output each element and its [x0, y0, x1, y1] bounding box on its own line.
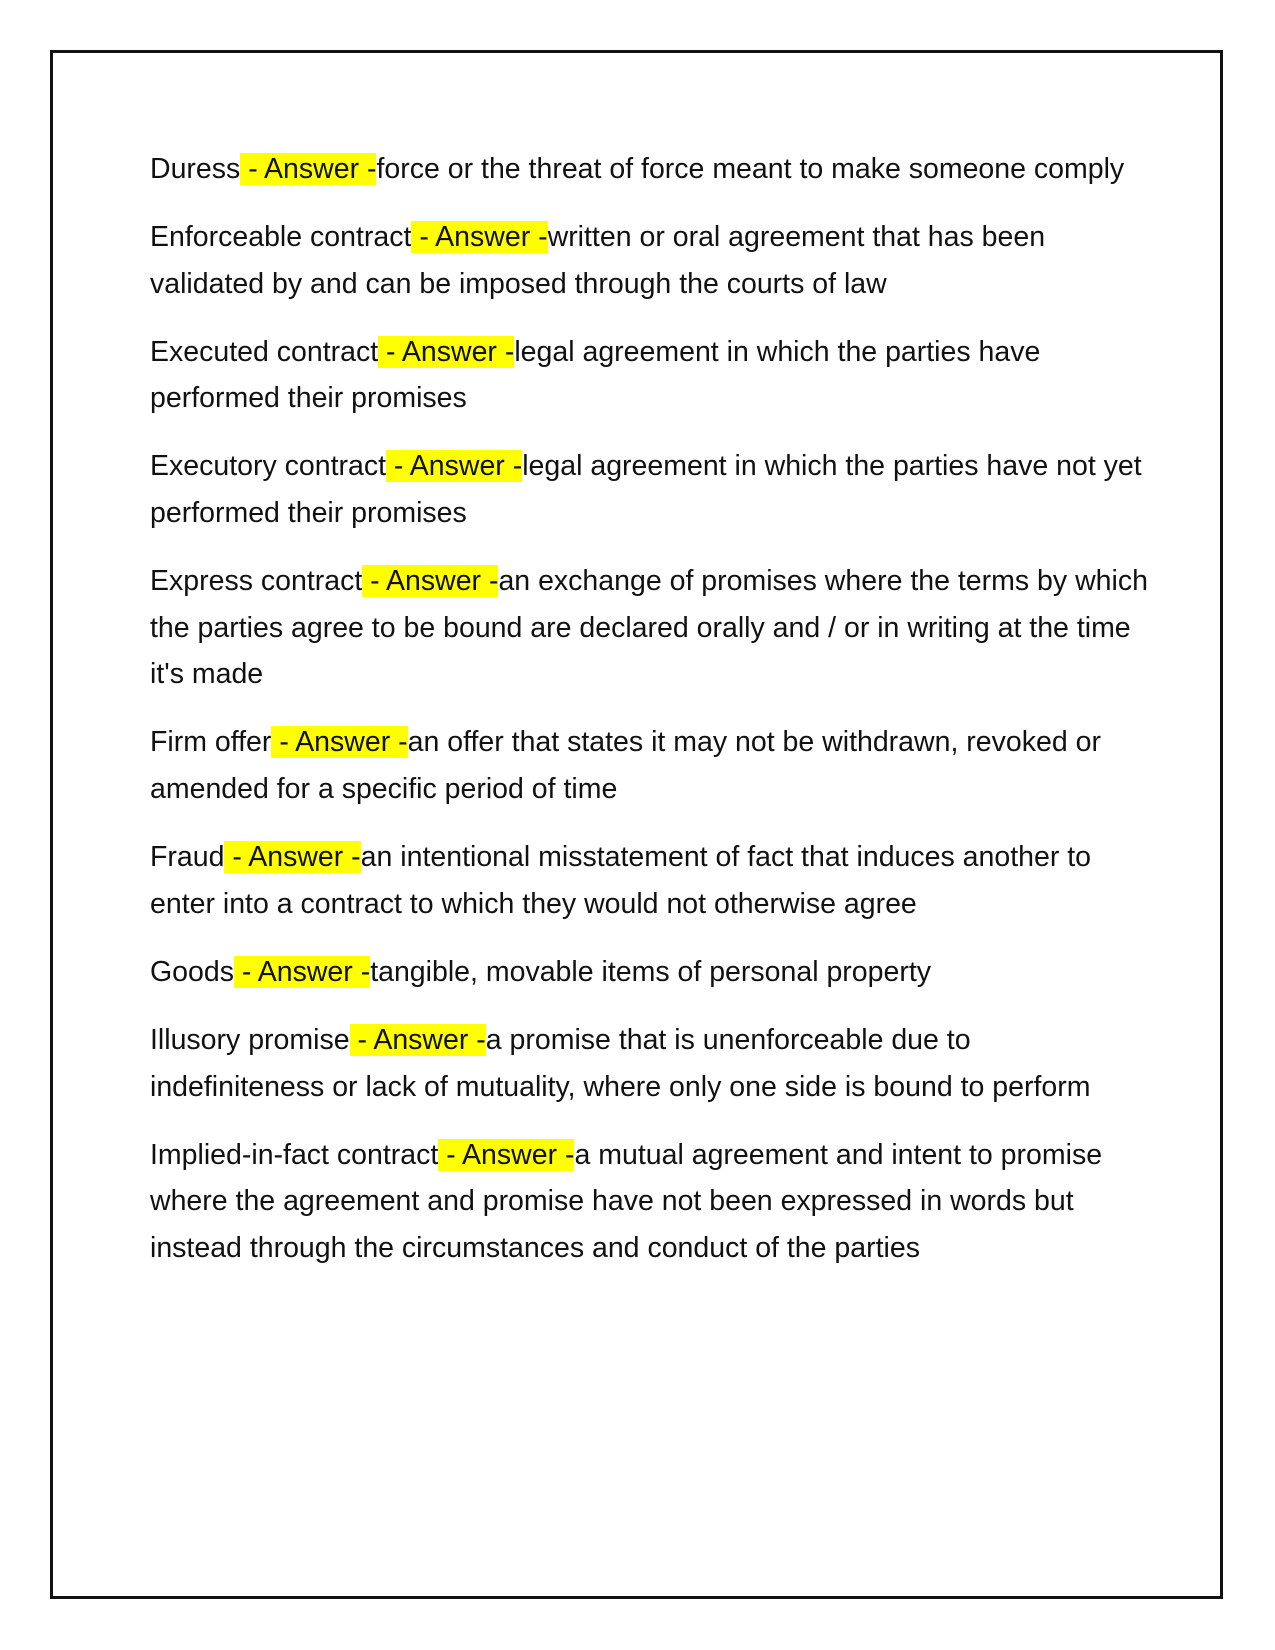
entry-definition: an intentional misstatement of fact that induces another to enter into a contract to which they would not otherwise agree	[150, 841, 1092, 920]
entry-firm-offer	[150, 719, 1150, 812]
entry-enforceable-contract	[150, 214, 1150, 307]
entry-list	[150, 146, 1150, 1293]
answer-marker: - Answer -	[240, 153, 377, 185]
entry-executory-contract	[150, 443, 1150, 536]
answer-marker: - Answer -	[386, 450, 523, 483]
entry-term: Goods	[150, 955, 234, 988]
entry-definition: force or the threat of force meant to make someone comply	[376, 153, 1125, 185]
entry-term: Firm offer	[150, 726, 272, 759]
entry-definition: tangible, movable items of personal property	[370, 955, 931, 988]
entry-term: Executed contract	[150, 335, 379, 368]
entry-definition: an exchange of promises where the terms by which the parties agree to be bound are declared orally and / or in writing at the time it's made	[150, 565, 1148, 691]
entry-term: Illusory promise	[150, 1023, 350, 1056]
entry-definition: a promise that is unenforceable due to indefiniteness or lack of mutuality, where only one side is bound to perform	[150, 1023, 1091, 1103]
answer-marker: - Answer -	[271, 726, 408, 759]
entry-implied-in-fact-contract	[150, 1132, 1150, 1272]
entry-term: Fraud	[150, 841, 225, 874]
entry-duress	[150, 146, 1150, 193]
entry-fraud	[150, 834, 1150, 927]
answer-marker: - Answer -	[224, 841, 361, 874]
answer-marker: - Answer -	[438, 1138, 575, 1171]
entry-term: Express contract	[150, 565, 363, 598]
entry-definition: written or oral agreement that has been validated by and can be imposed through the courts of law	[150, 221, 1046, 300]
entry-term: Executory contract	[150, 450, 387, 483]
entry-definition: an offer that states it may not be withdrawn, revoked or amended for a specific period of time	[150, 726, 1101, 806]
entry-term: Enforceable contract	[150, 221, 412, 254]
answer-marker: - Answer -	[378, 335, 515, 368]
answer-marker: - Answer -	[411, 221, 548, 254]
entry-express-contract	[150, 558, 1150, 698]
entry-term: Duress	[150, 153, 241, 185]
entry-definition: a mutual agreement and intent to promise where the agreement and promise have not been expressed in words but instead through the circumstances and conduct of the parties	[150, 1138, 1103, 1264]
answer-marker: - Answer -	[362, 565, 499, 598]
answer-marker: - Answer -	[349, 1023, 486, 1056]
entry-definition: legal agreement in which the parties have not yet performed their promises	[150, 450, 1142, 530]
entry-goods	[150, 949, 1150, 996]
answer-marker: - Answer -	[233, 955, 371, 988]
entry-executed-contract	[150, 329, 1150, 422]
entry-term: Implied-in-fact contract	[150, 1138, 439, 1171]
entry-definition: legal agreement in which the parties have performed their promises	[150, 335, 1041, 415]
entry-illusory-promise	[150, 1017, 1150, 1110]
